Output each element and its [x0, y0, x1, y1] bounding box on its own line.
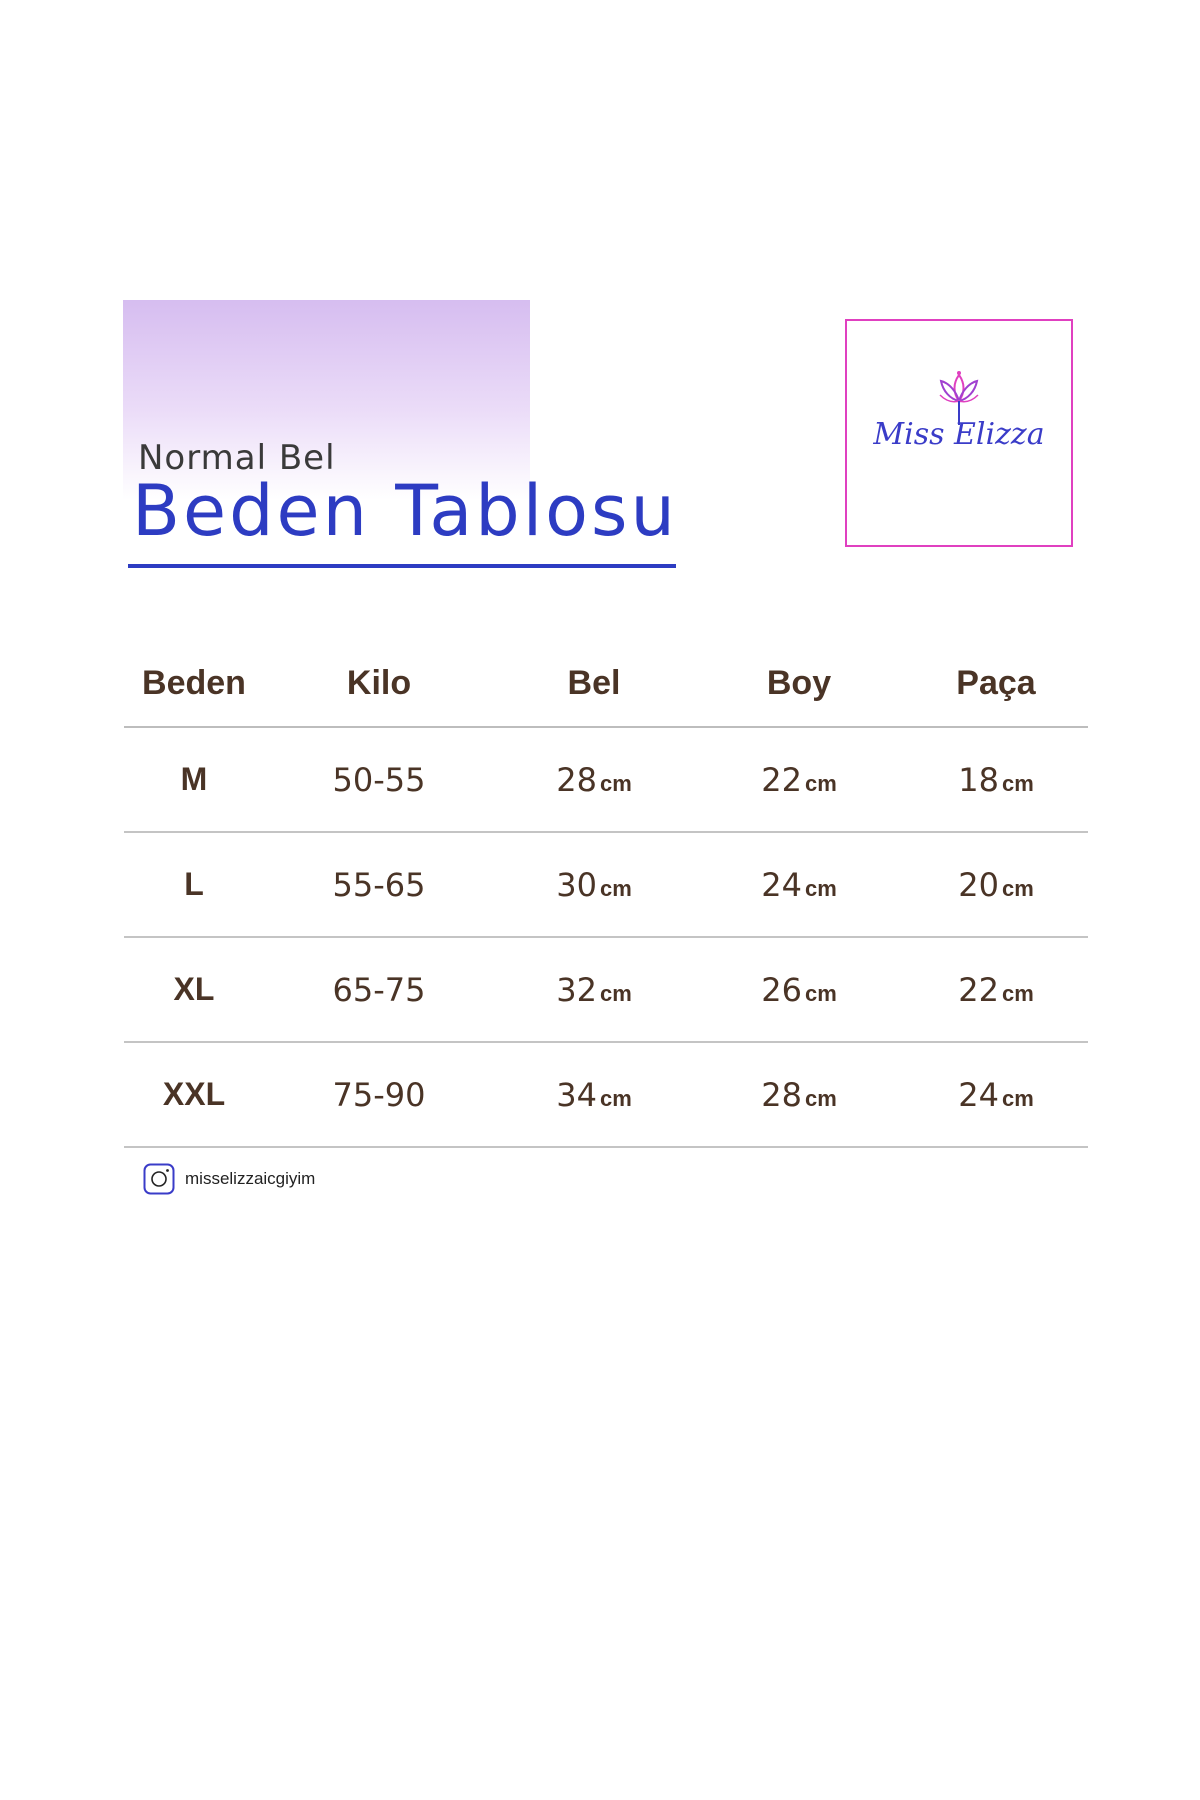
boy-cell: [694, 937, 904, 1042]
boy-value: 26: [761, 970, 802, 1009]
unit-label: cm: [599, 980, 632, 1006]
column-header-kilo: Kilo: [264, 640, 494, 727]
unit-label: cm: [599, 770, 632, 796]
table-row: [124, 727, 1088, 832]
unit-label: cm: [599, 1085, 632, 1111]
instagram-link[interactable]: [143, 1162, 315, 1196]
unit-label: cm: [804, 980, 837, 1006]
unit-label: cm: [804, 1085, 837, 1111]
unit-label: cm: [804, 770, 837, 796]
logo-text: Miss Elizza: [873, 417, 1045, 452]
column-header-beden: Beden: [124, 640, 264, 727]
brand-logo: [845, 319, 1073, 547]
boy-value: 22: [761, 760, 802, 799]
bel-value: 28: [556, 760, 597, 799]
unit-label: cm: [1001, 980, 1034, 1006]
page-title: Beden Tablosu: [132, 470, 678, 552]
instagram-icon: [143, 1163, 175, 1195]
kilo-cell: 75-90: [264, 1042, 494, 1147]
kilo-cell: 55-65: [264, 832, 494, 937]
unit-label: cm: [804, 875, 837, 901]
column-header-paca: Paça: [904, 640, 1088, 727]
paca-cell: [904, 727, 1088, 832]
unit-label: cm: [1001, 770, 1034, 796]
boy-cell: [694, 832, 904, 937]
boy-cell: [694, 1042, 904, 1147]
table-row: [124, 832, 1088, 937]
bel-cell: [494, 937, 694, 1042]
kilo-cell: 50-55: [264, 727, 494, 832]
paca-value: 24: [958, 1075, 999, 1114]
size-cell: XL: [124, 937, 264, 1042]
instagram-handle[interactable]: misselizzaicgiyim: [185, 1169, 316, 1188]
kilo-cell: 65-75: [264, 937, 494, 1042]
unit-label: cm: [599, 875, 632, 901]
size-cell: L: [124, 832, 264, 937]
unit-label: cm: [1001, 875, 1034, 901]
size-cell: XXL: [124, 1042, 264, 1147]
bel-value: 34: [556, 1075, 597, 1114]
column-header-bel: Bel: [494, 640, 694, 727]
paca-cell: [904, 1042, 1088, 1147]
title-underline: [128, 564, 676, 568]
bel-value: 32: [556, 970, 597, 1009]
bel-cell: [494, 1042, 694, 1147]
unit-label: cm: [1001, 1085, 1034, 1111]
table-row: [124, 937, 1088, 1042]
boy-cell: [694, 727, 904, 832]
paca-cell: [904, 832, 1088, 937]
table-header-row: [124, 640, 1088, 727]
paca-value: 20: [958, 865, 999, 904]
paca-cell: [904, 937, 1088, 1042]
size-chart-table: [124, 640, 1088, 1148]
boy-value: 28: [761, 1075, 802, 1114]
boy-value: 24: [761, 865, 802, 904]
paca-value: 22: [958, 970, 999, 1009]
subtitle: Normal Bel: [138, 438, 336, 478]
paca-value: 18: [958, 760, 999, 799]
bel-cell: [494, 832, 694, 937]
bel-value: 30: [556, 865, 597, 904]
size-cell: M: [124, 727, 264, 832]
table-row: [124, 1042, 1088, 1147]
bel-cell: [494, 727, 694, 832]
column-header-boy: Boy: [694, 640, 904, 727]
